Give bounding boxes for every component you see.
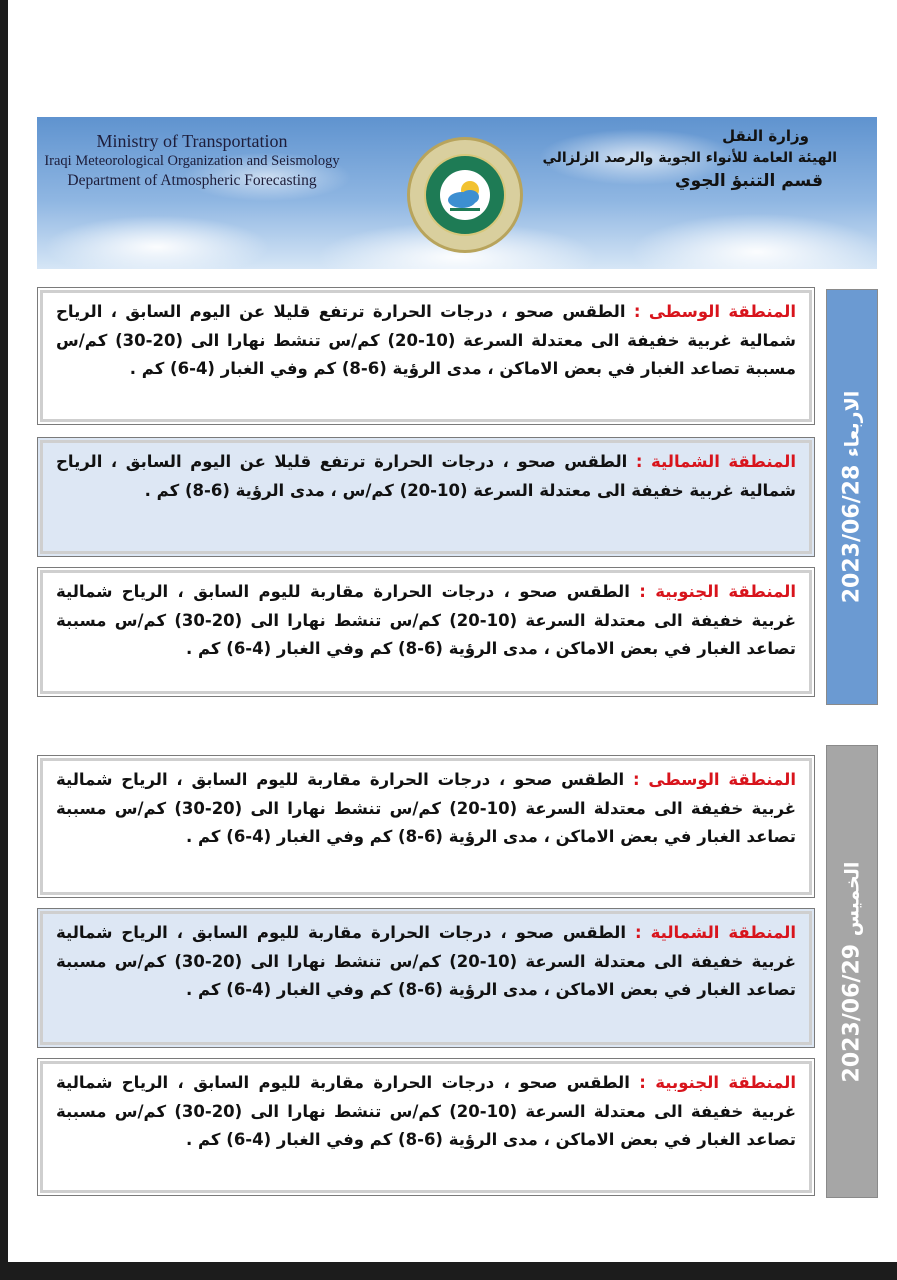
ministry-name-en: Ministry of Transportation bbox=[96, 131, 288, 151]
region-name: المنطقة الوسطى : bbox=[633, 770, 796, 789]
region-forecast-text: الطقس صحو ، درجات الحرارة ترتفع قليلا عن اليوم السابق ، الرياح شمالية غربية خفيفة الى معتدلة السرعة (10-20) كم/س ، مدى الرؤية (6-8) كم . bbox=[56, 452, 796, 500]
english-header bbox=[37, 131, 347, 191]
forecast-day-2 bbox=[37, 745, 883, 1198]
forecast-day-1 bbox=[37, 287, 883, 705]
day-side-label bbox=[826, 289, 878, 705]
left-page-edge bbox=[0, 0, 8, 1280]
region-forecast-text: الطقس صحو ، درجات الحرارة مقاربة لليوم السابق ، الرياح شمالية غربية خفيفة الى معتدلة السرعة (10-20) كم/س تنشط نهارا الى (20-30) كم/س مسببة تصاعد الغبار في بعض الاماكن ، مدى الرؤية (6-8) كم وفي الغبار (4-6) كم . bbox=[56, 1073, 796, 1149]
day-side-label bbox=[826, 745, 878, 1198]
ministry-name-ar: وزارة النقل bbox=[722, 127, 809, 145]
department-name-en: Department of Atmospheric Forecasting bbox=[67, 172, 317, 189]
weekday-label: الاربعاء bbox=[841, 390, 864, 458]
region-name: المنطقة الجنوبية : bbox=[639, 1073, 797, 1092]
arabic-header bbox=[542, 125, 837, 193]
region-forecast-text: الطقس صحو ، درجات الحرارة ترتفع قليلا عن اليوم السابق ، الرياح شمالية غربية خفيفة الى معتدلة السرعة (10-20) كم/س تنشط نهارا الى (20-30) كم/س مسببة تصاعد الغبار في بعض الاماكن ، مدى الرؤية (6-8) كم وفي الغبار (4-6) كم . bbox=[56, 302, 796, 378]
date-label: 2023/06/29 bbox=[839, 943, 865, 1082]
forecast-southern-region bbox=[37, 1058, 815, 1196]
bottom-page-edge bbox=[0, 1262, 897, 1280]
header-banner bbox=[37, 117, 877, 269]
region-name: المنطقة الجنوبية : bbox=[639, 582, 797, 601]
department-name-ar: قسم التنبؤ الجوي bbox=[675, 171, 823, 191]
forecast-northern-region bbox=[37, 908, 815, 1048]
forecast-southern-region bbox=[37, 567, 815, 697]
forecast-central-region bbox=[37, 755, 815, 898]
forecast-northern-region bbox=[37, 437, 815, 557]
forecast-central-region bbox=[37, 287, 815, 425]
region-name: المنطقة الوسطى : bbox=[633, 302, 796, 321]
organization-logo bbox=[407, 137, 523, 253]
region-forecast-text: الطقس صحو ، درجات الحرارة مقاربة لليوم السابق ، الرياح شمالية غربية خفيفة الى معتدلة السرعة (10-20) كم/س تنشط نهارا الى (20-30) كم/س مسببة تصاعد الغبار في بعض الاماكن ، مدى الرؤية (6-8) كم وفي الغبار (4-6) كم . bbox=[56, 582, 796, 658]
region-forecast-text: الطقس صحو ، درجات الحرارة مقاربة لليوم السابق ، الرياح شمالية غربية خفيفة الى معتدلة السرعة (10-20) كم/س تنشط نهارا الى (20-30) كم/س مسببة تصاعد الغبار في بعض الاماكن ، مدى الرؤية (6-8) كم وفي الغبار (4-6) كم . bbox=[56, 770, 796, 846]
weekday-label: الخميس bbox=[841, 861, 864, 936]
cloud-sun-icon bbox=[440, 170, 490, 220]
date-label: 2023/06/28 bbox=[839, 464, 865, 604]
organization-name-ar: الهيئة العامة للأنواء الجوية والرصد الزلزالي bbox=[542, 150, 837, 166]
region-name: المنطقة الشمالية : bbox=[635, 452, 796, 471]
region-forecast-text: الطقس صحو ، درجات الحرارة مقاربة لليوم السابق ، الرياح شمالية غربية خفيفة الى معتدلة السرعة (10-20) كم/س تنشط نهارا الى (20-30) كم/س مسببة تصاعد الغبار في بعض الاماكن ، مدى الرؤية (6-8) كم وفي الغبار (4-6) كم . bbox=[56, 923, 796, 999]
organization-name-en: Iraqi Meteorological Organization and Seismology bbox=[44, 153, 340, 169]
region-name: المنطقة الشمالية : bbox=[635, 923, 796, 942]
